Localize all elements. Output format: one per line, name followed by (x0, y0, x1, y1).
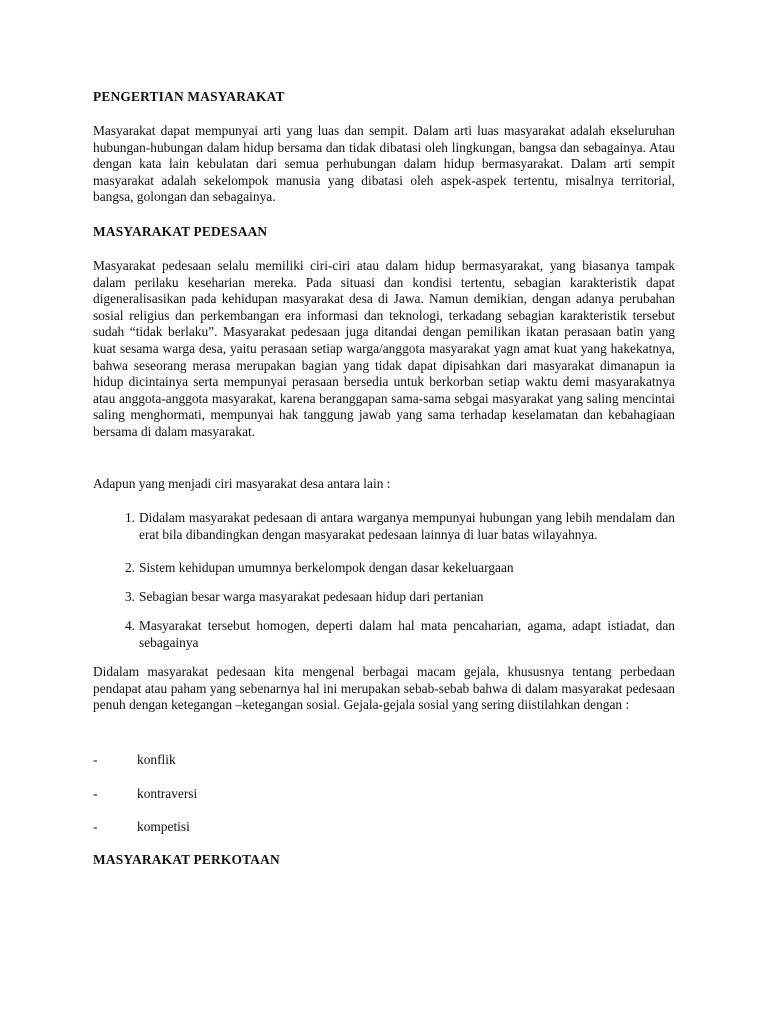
list-number: 1. (124, 510, 135, 525)
list-text: Sebagian besar warga masyarakat pedesaan hidup dari pertanian (139, 589, 484, 604)
list-number: 4. (124, 618, 135, 633)
dash-marker: - (93, 819, 98, 834)
heading-pengertian-masyarakat: PENGERTIAN MASYARAKAT (93, 89, 285, 104)
list-text: Sistem kehidupan umumnya berkelompok dengan dasar kekeluargaan (139, 560, 514, 575)
list-text: Masyarakat tersebut homogen, deperti dalam hal mata pencaharian, agama, adapt istiadat, dan sebagainya (139, 618, 675, 650)
dash-marker: - (93, 752, 98, 767)
list-intro: Adapun yang menjadi ciri masyarakat desa antara lain : (93, 476, 391, 491)
list-number: 2. (124, 560, 135, 575)
dash-text: kompetisi (137, 819, 190, 834)
dash-marker: - (93, 786, 98, 801)
dash-text: kontraversi (137, 786, 198, 801)
paragraph-pedesaan: Masyarakat pedesaan selalu memiliki ciri-ciri atau dalam hidup bermasyarakat, yang biasanya tampak dalam perilaku keseharian mereka. Pada situasi dan kondisi tertentu, sebagian karakteristik dapat digeneralisasikan pada kehidupan masyarakat desa di Jawa. Namun demikian, dengan adanya perubahan sosial religius dan perkembangan era informasi dan teknologi, terkadang sebagian karakteristik tersebut sudah “tidak berlaku”. Masyarakat pedesaan juga ditandai dengan pemilikan ikatan perasaan batin yang kuat sesama warga desa, yaitu perasaan setiap warga/anggota masyarakat yagn amat kuat yang hakekatnya, bahwa seseorang merasa merupakan bagian yang tidak dapat dipisahkan dari masyarakat dimanapun ia hidup dicintainya serta mempunyai perasaan bersedia untuk berkorban setiap waktu demi masyarakatnya atau anggota-anggota masyarakat, karena beranggapan sama-sama sebgai masyarakat yang saling mencintai saling menghormati, mempunyai hak tanggung jawab yang sama terhadap keselamatan dan kebahagiaan bersama di dalam masyarakat. (93, 258, 675, 439)
dash-text: konflik (137, 752, 176, 767)
paragraph-pengertian: Masyarakat dapat mempunyai arti yang luas dan sempit. Dalam arti luas masyarakat adalah ekseluruhan hubungan-hubungan dalam hidup bersama dan tidak dibatasi oleh lingkungan, bangsa dan sebagainya. Atau dengan kata lain kebulatan dari semua perhubungan dalam hidup bermasyarakat. Dalam arti sempit masyarakat adalah sekelompok manusia yang dibatasi oleh aspek-aspek tertentu, misalnya territorial, bangsa, golongan dan sebagainya. (93, 123, 675, 205)
paragraph-gejala: Didalam masyarakat pedesaan kita mengenal berbagai macam gejala, khususnya tentang perbedaan pendapat atau paham yang sebenarnya hal ini merupakan sebab-sebab bahwa di dalam masyarakat pedesaan penuh dengan ketegangan –ketegangan sosial. Gejala-gejala sosial yang sering diistilahkan dengan : (93, 664, 675, 713)
heading-masyarakat-perkotaan: MASYARAKAT PERKOTAAN (93, 852, 280, 867)
list-number: 3. (124, 589, 135, 604)
list-text: Didalam masyarakat pedesaan di antara warganya mempunyai hubungan yang lebih mendalam dan erat bila dibandingkan dengan masyarakat pedesaan lainnya di luar batas wilayahnya. (139, 510, 675, 542)
heading-masyarakat-pedesaan: MASYARAKAT PEDESAAN (93, 224, 268, 239)
